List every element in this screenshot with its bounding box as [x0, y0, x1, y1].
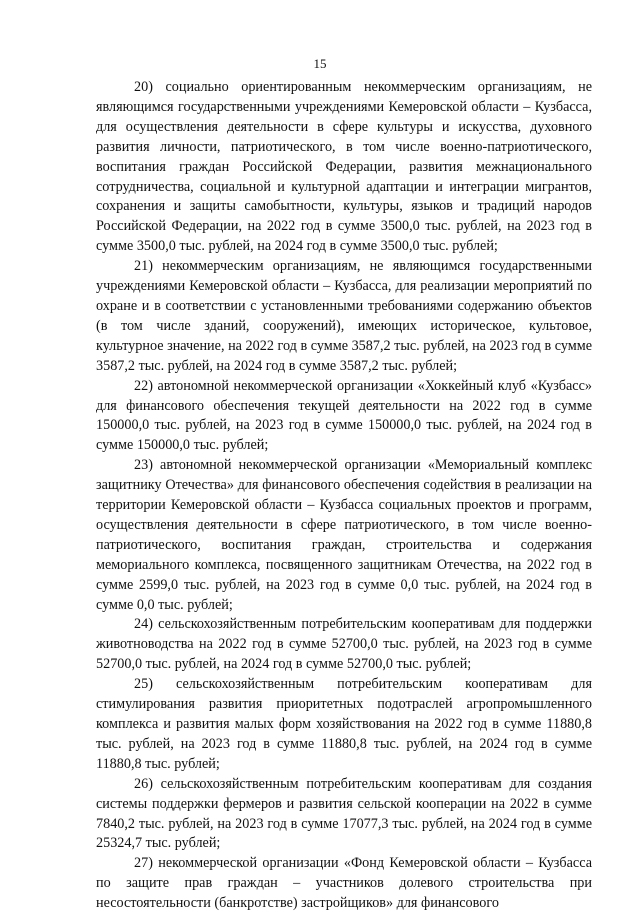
paragraph-25: 25) сельскохозяйственным потребительским кооперативам для стимулирования развития приоритетных подотраслей агропромышленного комплекса и развития малых форм хозяйствования на 2022 год в сумме 11880,8 тыс. рублей, на 2023 год в сумме 11880,8 тыс. рублей, на 2024 год в сумме 11880,8 тыс. рублей; — [96, 676, 592, 772]
paragraph-23: 23) автономной некоммерческой организации «Мемориальный комплекс защитнику Отечества» для финансового обеспечения содействия в реализации на территории Кемеровской области – Кузбасса социальных проектов и программ, осуществления деятельности в сфере патриотического, в том числе военно-патриотического, воспитания граждан, строительства и содержания мемориального комплекса, посвященного защитникам Отечества, на 2022 год в сумме 2599,0 тыс. рублей, на 2023 год в сумме 0,0 тыс. рублей, на 2024 год в сумме 0,0 тыс. рублей; — [96, 457, 592, 613]
document-body — [96, 78, 592, 914]
paragraph-21: 21) некоммерческим организациям, не являющимся государственными учреждениями Кемеровской области – Кузбасса, для реализации мероприятий по охране и в соответствии с установленными требованиями содержанию объектов (в том числе зданий, сооружений), имеющих историческое, культовое, культурное значение, на 2022 год в сумме 3587,2 тыс. рублей, на 2023 год в сумме 3587,2 тыс. рублей, на 2024 год в сумме 3587,2 тыс. рублей; — [96, 258, 592, 374]
paragraph-24: 24) сельскохозяйственным потребительским кооперативам для поддержки животноводства на 2022 год в сумме 52700,0 тыс. рублей, на 2023 год в сумме 52700,0 тыс. рублей, на 2024 год в сумме 52700,0 тыс. рублей; — [96, 616, 592, 673]
page-number: 15 — [313, 56, 327, 71]
paragraph-22: 22) автономной некоммерческой организации «Хоккейный клуб «Кузбасс» для финансового обеспечения текущей деятельности на 2022 год в сумме 150000,0 тыс. рублей, на 2023 год в сумме 150000,0 тыс. рублей, на 2024 год в сумме 150000,0 тыс. рублей; — [96, 377, 592, 454]
paragraph-26: 26) сельскохозяйственным потребительским кооперативам для создания системы поддержки фермеров и развития сельской кооперации на 2022 в сумме 7840,2 тыс. рублей, на 2023 год в сумме 17077,3 тыс. рублей, на 2024 год в сумме 25324,7 тыс. рублей; — [96, 775, 592, 852]
paragraph-27: 27) некоммерческой организации «Фонд Кемеровской области – Кузбасса по защите прав граждан – участников долевого строительства при несостоятельности (банкротстве) застройщиков» для финансового — [96, 855, 592, 912]
paragraph-20: 20) социально ориентированным некоммерческим организациям, не являющимся государственными учреждениями Кемеровской области – Кузбасса, для осуществления деятельности в сфере культуры и искусства, духовного развития личности, патриотического, в том числе военно-патриотического, воспитания граждан Российской Федерации, развития межнационального сотрудничества, социальной и культурной адаптации и интеграции мигрантов, сохранения и защиты самобытности, культуры, языков и традиций народов Российской Федерации, на 2022 год в сумме 3500,0 тыс. рублей, на 2023 год в сумме 3500,0 тыс. рублей, на 2024 год в сумме 3500,0 тыс. рублей; — [96, 79, 592, 255]
